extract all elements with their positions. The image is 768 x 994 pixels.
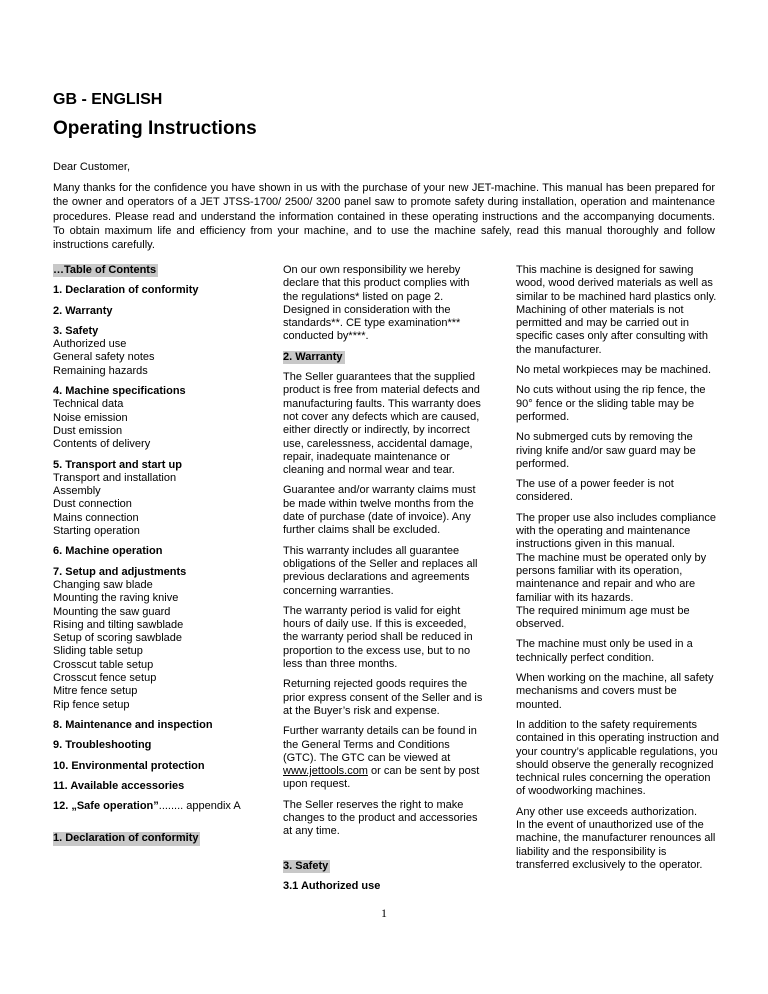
warranty-paragraph: The Seller guarantees that the supplied product is free from material defects and manufacturing faults. This warranty does not cover any defects which are caused, either directly or indirectly, by incorrect use, carelessness, accidental damage, repair, inadequate maintenance or cleaning and normal wear and tear. [283,371,481,477]
warranty-paragraphs [283,371,483,718]
toc-section-title: 6. Machine operation [53,545,163,558]
toc-list [53,284,253,793]
toc-section [53,719,253,732]
warranty-paragraph: This warranty includes all guarantee obligations of the Seller and replaces all previous declarations and agreements concerning warranties. [283,544,478,597]
gtc-text-after: or can be sent by post upon request. [283,765,480,791]
gtc-text-before: Further warranty details can be found in the General Terms and Conditions (GTC). The GTC can be viewed at [283,725,477,764]
declaration-text: On our own responsibility we hereby declare that this product complies with the regulations* listed on page 2. Designed in consideration with the standards**. CE type examination*** conducted by****. [283,264,470,343]
toc-subitem: Contents of delivery [53,438,151,451]
declaration-warranty-column [283,264,483,900]
toc-section [53,780,253,793]
authorized-use-paragraph: The proper use also includes compliance with the operating and maintenance instructions given in this manual. The machine must be operated only by persons familiar with its operation, maintenance and repair and who are familiar with its hazards. The required minimum age must be observed. [516,511,716,631]
toc-subitem: Changing saw blade [53,578,153,591]
warranty-paragraph: Guarantee and/or warranty claims must be made within twelve months from the date of purchase (date of invoice). Any further claims shall be excluded. [283,484,476,537]
gtc-paragraph [283,725,483,791]
toc-appendix-ref: ........ appendix A [158,800,241,813]
reserve-paragraph: The Seller reserves the right to make changes to the product and accessories at any time. [283,798,478,838]
page-header [53,90,715,141]
toc-section-title: 8. Maintenance and inspection [53,718,213,731]
toc-subitem: Rip fence setup [53,698,130,711]
toc-subitem: Remaining hazards [53,364,148,377]
page-number: 1 [381,906,387,920]
authorized-use-paragraph: When working on the machine, all safety mechanisms and covers must be mounted. [516,672,714,711]
toc-section-title: 7. Setup and adjustments [53,565,187,578]
authorized-use-paragraph: Any other use exceeds authorization. In the event of unauthorized use of the machine, the manufacturer renounces all liability and the responsibility is transferred exclusively to the operator. [516,805,716,871]
toc-section-safe-operation [53,800,253,813]
toc-subitem: Starting operation [53,525,140,538]
toc-section-title: 5. Transport and start up [53,458,182,471]
toc-section [53,566,253,712]
toc-subitem: Dust emission [53,424,123,437]
toc-section [53,545,253,558]
jettools-link[interactable]: www.jettools.com [283,765,368,778]
authorized-use-heading: 3.1 Authorized use [283,879,381,892]
toc-subitem: Authorized use [53,338,127,351]
toc-subitem: Dust connection [53,498,132,511]
toc-section-title: 12. „Safe operation” [53,800,159,813]
toc-subitem: General safety notes [53,351,155,364]
toc-section [53,739,253,752]
toc-section-title: 2. Warranty [53,304,113,317]
toc-subitem: Mounting the raving knive [53,592,179,605]
declaration-heading: 1. Declaration of conformity [53,832,199,845]
toc-subitem: Rising and tilting sawblade [53,618,184,631]
warranty-paragraph: Returning rejected goods requires the prior express consent of the Seller and is at the Buyer’s risk and expense. [283,678,483,717]
toc-section [53,325,253,378]
toc-section-title: 10. Environmental protection [53,759,205,772]
toc-subitem: Mains connection [53,511,139,524]
toc-subitem: Sliding table setup [53,645,143,658]
toc-subitem: Setup of scoring sawblade [53,632,183,645]
intro-section [53,160,715,259]
toc-section-title: 1. Declaration of conformity [53,284,199,297]
salutation: Dear Customer, [53,161,131,173]
toc-subitem: Assembly [53,485,101,498]
toc-subitem: Technical data [53,398,124,411]
toc-subitem: Noise emission [53,411,128,424]
toc-section-title: 9. Troubleshooting [53,739,152,752]
warranty-heading: 2. Warranty [283,350,343,363]
authorized-use-paragraph: The machine must only be used in a technically perfect condition. [516,638,693,664]
toc-subitem: Crosscut table setup [53,658,154,671]
intro-paragraph: Many thanks for the confidence you have shown in us with the purchase of your new JET-machine. This manual has been prepared for the owner and operators of a JET JTSS-1700/ 2500/ 3200 panel saw to promote safety during installation, operation and maintenance procedures. Please read and understand the information contained in these operating instructions and the accompanying documents. To obtain maximum life and efficiency from your machine, and to use the machine safely, read this manual thoroughly and follow instructions carefully. [53,182,715,252]
toc-section [53,305,253,318]
toc-subitem: Mitre fence setup [53,685,138,698]
toc-section [53,284,253,297]
toc-heading: …Table of Contents [53,264,157,276]
table-of-contents-column [53,264,253,853]
toc-section-title: 11. Available accessories [53,779,185,792]
toc-subitem: Mounting the saw guard [53,605,171,618]
toc-section [53,459,253,539]
warranty-paragraph: The warranty period is valid for eight hours of daily use. If this is exceeded, the warranty period shall be reduced in proportion to the excess use, but to no less than three months. [283,604,473,671]
authorized-use-column [516,264,720,879]
authorized-use-paragraph: The use of a power feeder is not considered. [516,478,674,504]
authorized-use-paragraph: In addition to the safety requirements contained in this operating instruction and your country’s applicable regulations, you should observe the generally recognized technical rules concerning the operation of woodworking machines. [516,718,720,798]
toc-section [53,760,253,773]
toc-subitem: Crosscut fence setup [53,672,157,685]
safety-heading: 3. Safety [283,859,329,872]
toc-section [53,385,253,451]
authorized-use-paragraph: No submerged cuts by removing the riving knife and/or saw guard may be performed. [516,431,696,470]
toc-section-title: 4. Machine specifications [53,385,186,398]
language-heading: GB - ENGLISH [53,91,163,108]
toc-section-title: 3. Safety [53,324,99,337]
document-title: Operating Instructions [53,118,257,139]
authorized-use-paragraph: No metal workpieces may be machined. [516,364,712,377]
authorized-use-paragraph: This machine is designed for sawing wood, wood derived materials as well as similar to be machined hard plastics only. Machining of other materials is not permitted and may be carried out in specific cases only after consulting with the manufacturer. [516,264,717,356]
authorized-use-paragraph: No cuts without using the rip fence, the 90° fence or the sliding table may be performed. [516,384,706,423]
toc-subitem: Transport and installation [53,471,177,484]
